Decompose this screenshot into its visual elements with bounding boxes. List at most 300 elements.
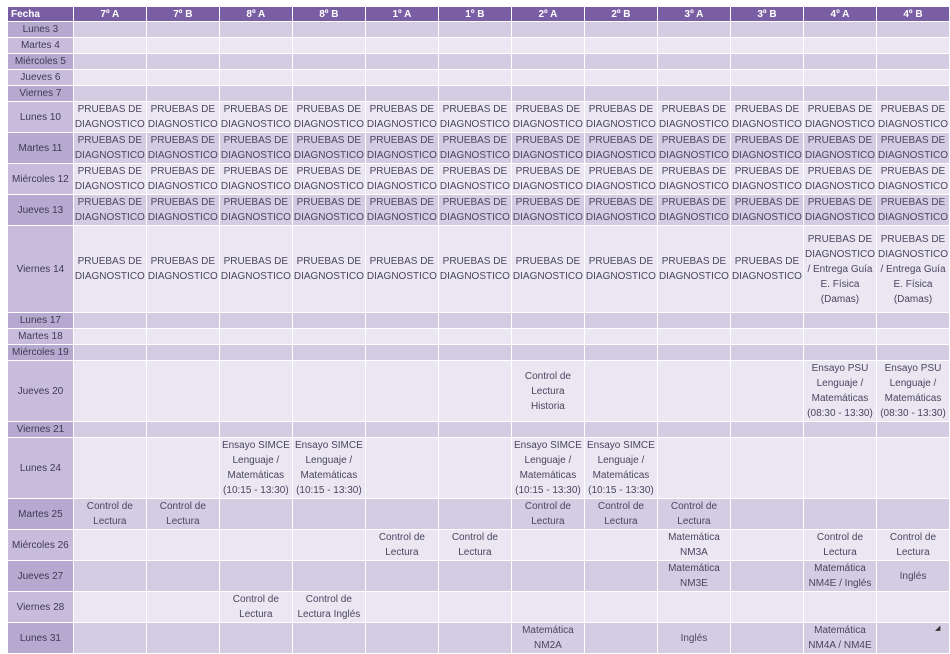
date-cell[interactable]: Jueves 6 (8, 70, 73, 85)
table-row (8, 361, 949, 421)
cell-4b[interactable] (877, 345, 949, 360)
cell-1b[interactable] (439, 38, 511, 53)
cell-2a[interactable]: Control de Lectura Historia (512, 361, 584, 421)
cell-1a[interactable] (366, 422, 438, 437)
cell-4b[interactable] (877, 38, 949, 53)
cell-1a[interactable]: PRUEBAS DE DIAGNOSTICO (366, 104, 437, 130)
cell-7b[interactable] (147, 38, 219, 53)
cell-1a[interactable] (366, 623, 438, 653)
cell-8a[interactable] (220, 38, 292, 53)
cell-8a[interactable]: Control de Lectura (220, 592, 292, 622)
cell-8b[interactable]: PRUEBAS DE DIAGNOSTICO (293, 197, 364, 223)
header-col-8b[interactable]: 8º B (293, 7, 365, 21)
cell-2a[interactable]: PRUEBAS DE DIAGNOSTICO (512, 197, 583, 223)
cell-7a[interactable] (74, 38, 146, 53)
cell-1b[interactable] (439, 86, 511, 101)
cell-1a[interactable] (366, 313, 438, 328)
cell-4a[interactable]: PRUEBAS DE DIAGNOSTICO / Entrega Guía E. Física (Damas) (804, 226, 876, 312)
cell-2b[interactable]: Ensayo SIMCE Lenguaje / Matemáticas (10:15 - 13:30) (585, 438, 657, 498)
cell-4a[interactable] (804, 86, 876, 101)
cell-2b[interactable] (585, 38, 657, 53)
cell-3b[interactable] (731, 561, 803, 591)
cell-8a[interactable]: PRUEBAS DE DIAGNOSTICO (220, 135, 291, 161)
cell-3b[interactable] (731, 623, 803, 653)
cell-4b[interactable]: PRUEBAS DE DIAGNOSTICO (877, 135, 948, 161)
cell-1a[interactable]: PRUEBAS DE DIAGNOSTICO (366, 135, 437, 161)
date-cell[interactable]: Miércoles 5 (8, 54, 73, 69)
header-col-8a[interactable]: 8º A (220, 7, 292, 21)
cell-8a[interactable]: PRUEBAS DE DIAGNOSTICO (220, 197, 291, 223)
cell-7a[interactable] (74, 422, 146, 437)
cell-8b[interactable]: Ensayo SIMCE Lenguaje / Matemáticas (10:15 - 13:30) (293, 438, 365, 498)
cell-8a[interactable] (220, 313, 292, 328)
cell-3b[interactable] (731, 530, 803, 560)
cell-8b[interactable] (293, 70, 365, 85)
cell-8b[interactable] (293, 561, 365, 591)
cell-4a[interactable] (804, 329, 876, 344)
cell-8b[interactable] (293, 313, 365, 328)
cell-7b[interactable]: PRUEBAS DE DIAGNOSTICO (147, 166, 218, 192)
cell-1a[interactable] (366, 499, 438, 529)
cell-8a[interactable]: PRUEBAS DE DIAGNOSTICO (220, 166, 291, 192)
cell-3a[interactable] (658, 345, 730, 360)
cell-7b[interactable]: PRUEBAS DE DIAGNOSTICO (147, 226, 219, 312)
cell-1a[interactable] (366, 561, 438, 591)
cell-8b[interactable] (293, 422, 365, 437)
cell-4a[interactable]: Ensayo PSU Lenguaje / Matemáticas (08:30 - 13:30) (804, 361, 876, 421)
cell-2a[interactable] (512, 530, 584, 560)
cell-2b[interactable] (585, 623, 657, 653)
cell-7b[interactable] (147, 70, 219, 85)
cell-2a[interactable] (512, 54, 584, 69)
header-col-3a[interactable]: 3º A (658, 7, 730, 21)
cell-7b[interactable]: PRUEBAS DE DIAGNOSTICO (147, 135, 218, 161)
cell-7b[interactable] (147, 329, 219, 344)
cell-1b[interactable] (439, 70, 511, 85)
cell-3b[interactable] (731, 22, 803, 37)
cell-4a[interactable] (804, 438, 876, 498)
cell-3a[interactable] (658, 361, 730, 421)
cell-3a[interactable] (658, 22, 730, 37)
cell-4b[interactable] (877, 54, 949, 69)
cell-8b[interactable] (293, 329, 365, 344)
cell-7a[interactable] (74, 22, 146, 37)
table-row (8, 70, 949, 85)
cell-3b[interactable] (731, 70, 803, 85)
cell-3b[interactable]: PRUEBAS DE DIAGNOSTICO (731, 135, 802, 161)
cell-3a[interactable]: PRUEBAS DE DIAGNOSTICO (658, 135, 729, 161)
cell-3a[interactable]: PRUEBAS DE DIAGNOSTICO (658, 104, 729, 130)
cell-4b[interactable]: Ensayo PSU Lenguaje / Matemáticas (08:30 - 13:30) (877, 361, 949, 421)
cell-1b[interactable]: Control de Lectura (439, 530, 511, 560)
table-row (8, 195, 949, 225)
cell-4b[interactable] (877, 438, 949, 498)
cell-7a[interactable] (74, 561, 146, 591)
cell-3a[interactable] (658, 313, 730, 328)
cell-1a[interactable] (366, 22, 438, 37)
cell-3b[interactable] (731, 345, 803, 360)
cell-4a[interactable]: Control de Lectura (804, 530, 876, 560)
date-cell[interactable]: Lunes 24 (8, 438, 73, 498)
cell-8a[interactable] (220, 70, 292, 85)
cell-7a[interactable] (74, 313, 146, 328)
cell-1a[interactable] (366, 70, 438, 85)
cell-3a[interactable] (658, 592, 730, 622)
cell-2b[interactable] (585, 54, 657, 69)
cell-7a[interactable] (74, 70, 146, 85)
cell-8a[interactable]: PRUEBAS DE DIAGNOSTICO (220, 104, 291, 130)
cell-2a[interactable] (512, 422, 584, 437)
date-cell[interactable]: Martes 18 (8, 329, 73, 344)
cell-7a[interactable] (74, 86, 146, 101)
cell-8a[interactable] (220, 22, 292, 37)
table-row (8, 530, 949, 560)
cell-2a[interactable] (512, 313, 584, 328)
cell-2a[interactable]: Ensayo SIMCE Lenguaje / Matemáticas (10:15 - 13:30) (512, 438, 584, 498)
cell-7b[interactable] (147, 592, 219, 622)
cell-8a[interactable] (220, 561, 292, 591)
header-col-1b[interactable]: 1º B (439, 7, 511, 21)
cell-2b[interactable] (585, 86, 657, 101)
cell-4b[interactable] (877, 22, 949, 37)
date-cell[interactable]: Viernes 28 (8, 592, 73, 622)
cell-1b[interactable] (439, 361, 511, 421)
table-row (8, 592, 949, 622)
cell-3b[interactable] (731, 54, 803, 69)
cell-3a[interactable] (658, 422, 730, 437)
cell-2a[interactable] (512, 561, 584, 591)
cell-3a[interactable] (658, 38, 730, 53)
header-col-3b[interactable]: 3º B (731, 7, 803, 21)
cell-4b[interactable]: PRUEBAS DE DIAGNOSTICO / Entrega Guía E. Física (Damas) (877, 226, 949, 312)
date-cell[interactable]: Viernes 7 (8, 86, 73, 101)
cell-1b[interactable] (439, 623, 511, 653)
cell-4a[interactable] (804, 70, 876, 85)
cell-8a[interactable] (220, 329, 292, 344)
cell-2b[interactable]: PRUEBAS DE DIAGNOSTICO (585, 226, 657, 312)
cell-1a[interactable] (366, 38, 438, 53)
table-row (8, 133, 949, 163)
table-row (8, 38, 949, 53)
cell-8b[interactable] (293, 345, 365, 360)
header-col-7a[interactable]: 7º A (74, 7, 146, 21)
cell-8a[interactable] (220, 530, 292, 560)
date-cell[interactable]: Martes 4 (8, 38, 73, 53)
cell-8b[interactable]: Control de Lectura Inglés (293, 592, 365, 622)
cell-7a[interactable]: PRUEBAS DE DIAGNOSTICO (74, 135, 145, 161)
cell-3b[interactable] (731, 38, 803, 53)
cell-7b[interactable] (147, 345, 219, 360)
cell-4b[interactable] (877, 422, 949, 437)
cell-4a[interactable] (804, 38, 876, 53)
cell-7a[interactable]: PRUEBAS DE DIAGNOSTICO (74, 197, 145, 223)
cell-3a[interactable] (658, 438, 730, 498)
cell-2a[interactable]: PRUEBAS DE DIAGNOSTICO (512, 226, 584, 312)
header-col-2a[interactable]: 2º A (512, 7, 584, 21)
cell-3a[interactable]: Inglés (658, 623, 730, 653)
cell-7b[interactable] (147, 623, 219, 653)
cell-4a[interactable] (804, 499, 876, 529)
cell-4b[interactable]: Control de Lectura (877, 530, 949, 560)
cell-2b[interactable] (585, 592, 657, 622)
cell-7b[interactable] (147, 530, 219, 560)
cell-1a[interactable] (366, 592, 438, 622)
table-row (8, 313, 949, 328)
cell-8a[interactable]: PRUEBAS DE DIAGNOSTICO (220, 226, 292, 312)
cell-8b[interactable] (293, 361, 365, 421)
cell-3a[interactable]: PRUEBAS DE DIAGNOSTICO (658, 166, 729, 192)
cell-8a[interactable] (220, 422, 292, 437)
header-col-4a[interactable]: 4º A (804, 7, 876, 21)
cell-3b[interactable]: PRUEBAS DE DIAGNOSTICO (731, 226, 803, 312)
cell-2a[interactable]: PRUEBAS DE DIAGNOSTICO (512, 135, 583, 161)
cell-3a[interactable]: Matemática NM3E (658, 561, 730, 591)
cell-2b[interactable] (585, 530, 657, 560)
cell-7b[interactable] (147, 422, 219, 437)
cell-7b[interactable] (147, 86, 219, 101)
cell-2a[interactable] (512, 592, 584, 622)
cell-1b[interactable]: PRUEBAS DE DIAGNOSTICO (439, 226, 511, 312)
cell-4b[interactable] (877, 499, 949, 529)
cell-7a[interactable] (74, 530, 146, 560)
cell-2a[interactable] (512, 345, 584, 360)
cell-4b[interactable]: PRUEBAS DE DIAGNOSTICO (877, 166, 948, 192)
cell-2b[interactable] (585, 345, 657, 360)
cell-4a[interactable]: Matemática NM4E / Inglés (804, 561, 876, 591)
cell-1a[interactable]: PRUEBAS DE DIAGNOSTICO (366, 197, 437, 223)
cell-4b[interactable] (877, 313, 949, 328)
cell-3b[interactable] (731, 329, 803, 344)
cell-4a[interactable] (804, 313, 876, 328)
cell-1b[interactable] (439, 499, 511, 529)
cell-1a[interactable]: PRUEBAS DE DIAGNOSTICO (366, 226, 438, 312)
cell-8b[interactable] (293, 530, 365, 560)
date-cell[interactable]: Lunes 17 (8, 313, 73, 328)
cell-1b[interactable] (439, 54, 511, 69)
cell-8b[interactable]: PRUEBAS DE DIAGNOSTICO (293, 135, 364, 161)
cell-3a[interactable]: Control de Lectura (658, 499, 730, 529)
cell-1b[interactable]: PRUEBAS DE DIAGNOSTICO (439, 197, 510, 223)
cell-8a[interactable]: Ensayo SIMCE Lenguaje / Matemáticas (10:15 - 13:30) (220, 438, 292, 498)
cell-2b[interactable] (585, 422, 657, 437)
cell-8b[interactable]: PRUEBAS DE DIAGNOSTICO (293, 104, 364, 130)
cell-4b[interactable] (877, 329, 949, 344)
header-row (8, 7, 949, 21)
cell-1b[interactable] (439, 313, 511, 328)
cell-7b[interactable] (147, 22, 219, 37)
date-cell[interactable]: Lunes 10 (8, 102, 73, 132)
date-cell[interactable]: Miércoles 19 (8, 345, 73, 360)
date-cell[interactable]: Miércoles 26 (8, 530, 73, 560)
cell-7a[interactable] (74, 438, 146, 498)
cell-1b[interactable]: PRUEBAS DE DIAGNOSTICO (439, 135, 510, 161)
cell-8b[interactable]: PRUEBAS DE DIAGNOSTICO (293, 166, 364, 192)
cell-2b[interactable]: PRUEBAS DE DIAGNOSTICO (585, 104, 656, 130)
cell-3b[interactable] (731, 422, 803, 437)
cell-2b[interactable] (585, 22, 657, 37)
cell-7a[interactable] (74, 345, 146, 360)
date-cell[interactable]: Viernes 21 (8, 422, 73, 437)
cell-2a[interactable] (512, 38, 584, 53)
cell-2b[interactable] (585, 313, 657, 328)
cell-7b[interactable]: Control de Lectura (147, 499, 219, 529)
cell-1b[interactable] (439, 422, 511, 437)
cell-2b[interactable]: PRUEBAS DE DIAGNOSTICO (585, 135, 656, 161)
cell-2a[interactable]: Matemática NM2A (512, 623, 584, 653)
cell-1a[interactable]: PRUEBAS DE DIAGNOSTICO (366, 166, 437, 192)
cell-3b[interactable]: PRUEBAS DE DIAGNOSTICO (731, 166, 802, 192)
cell-7a[interactable]: PRUEBAS DE DIAGNOSTICO (74, 104, 145, 130)
date-cell[interactable]: Lunes 3 (8, 22, 73, 37)
cell-8a[interactable] (220, 623, 292, 653)
cell-2a[interactable] (512, 70, 584, 85)
date-cell[interactable]: Martes 25 (8, 499, 73, 529)
cell-3b[interactable] (731, 592, 803, 622)
table-row (8, 345, 949, 360)
cell-4a[interactable]: PRUEBAS DE DIAGNOSTICO (804, 135, 875, 161)
cell-4a[interactable] (804, 54, 876, 69)
cell-4b[interactable] (877, 592, 949, 622)
cell-2a[interactable] (512, 329, 584, 344)
cell-7a[interactable] (74, 361, 146, 421)
cell-7a[interactable] (74, 623, 146, 653)
cell-8b[interactable] (293, 499, 365, 529)
date-cell[interactable]: Jueves 13 (8, 195, 73, 225)
cell-8a[interactable] (220, 54, 292, 69)
cell-3a[interactable]: PRUEBAS DE DIAGNOSTICO (658, 226, 730, 312)
cell-2b[interactable] (585, 361, 657, 421)
header-col-7b[interactable]: 7º B (147, 7, 219, 21)
cell-8b[interactable] (293, 86, 365, 101)
header-col-2b[interactable]: 2º B (585, 7, 657, 21)
cell-4a[interactable] (804, 345, 876, 360)
cell-2a[interactable]: PRUEBAS DE DIAGNOSTICO (512, 166, 583, 192)
table-body (8, 22, 949, 653)
resize-corner-icon[interactable]: ◢ (935, 624, 941, 632)
cell-1b[interactable] (439, 22, 511, 37)
cell-4b[interactable]: Inglés (877, 561, 949, 591)
cell-3b[interactable] (731, 86, 803, 101)
table-row (8, 226, 949, 312)
cell-7b[interactable] (147, 438, 219, 498)
cell-3a[interactable]: PRUEBAS DE DIAGNOSTICO (658, 197, 729, 223)
cell-8b[interactable] (293, 623, 365, 653)
cell-4b[interactable] (877, 86, 949, 101)
cell-7b[interactable]: PRUEBAS DE DIAGNOSTICO (147, 104, 218, 130)
date-cell[interactable]: Martes 11 (8, 133, 73, 163)
cell-1b[interactable] (439, 329, 511, 344)
cell-3b[interactable] (731, 438, 803, 498)
cell-7b[interactable] (147, 313, 219, 328)
cell-7b[interactable] (147, 361, 219, 421)
date-cell[interactable]: Jueves 27 (8, 561, 73, 591)
date-cell[interactable]: Miércoles 12 (8, 164, 73, 194)
cell-4a[interactable]: PRUEBAS DE DIAGNOSTICO (804, 166, 875, 192)
header-col-4b[interactable]: 4º B (877, 7, 949, 21)
cell-8a[interactable] (220, 499, 292, 529)
cell-1b[interactable]: PRUEBAS DE DIAGNOSTICO (439, 104, 510, 130)
cell-3a[interactable] (658, 329, 730, 344)
cell-8b[interactable] (293, 54, 365, 69)
cell-3a[interactable] (658, 86, 730, 101)
cell-3b[interactable] (731, 313, 803, 328)
cell-7a[interactable]: Control de Lectura (74, 499, 146, 529)
cell-4a[interactable]: PRUEBAS DE DIAGNOSTICO (804, 104, 875, 130)
cell-4b[interactable] (877, 70, 949, 85)
cell-2b[interactable] (585, 561, 657, 591)
cell-3b[interactable] (731, 499, 803, 529)
cell-1a[interactable] (366, 345, 438, 360)
cell-2a[interactable] (512, 22, 584, 37)
cell-1a[interactable] (366, 361, 438, 421)
cell-8b[interactable]: PRUEBAS DE DIAGNOSTICO (293, 226, 365, 312)
cell-2b[interactable]: PRUEBAS DE DIAGNOSTICO (585, 197, 656, 223)
cell-7b[interactable]: PRUEBAS DE DIAGNOSTICO (147, 197, 218, 223)
cell-1b[interactable] (439, 345, 511, 360)
cell-4a[interactable]: PRUEBAS DE DIAGNOSTICO (804, 197, 875, 223)
cell-8a[interactable] (220, 345, 292, 360)
cell-7a[interactable] (74, 329, 146, 344)
cell-7a[interactable]: PRUEBAS DE DIAGNOSTICO (74, 226, 146, 312)
cell-1a[interactable] (366, 54, 438, 69)
cell-7a[interactable] (74, 54, 146, 69)
cell-1a[interactable] (366, 438, 438, 498)
table-row (8, 329, 949, 344)
cell-4a[interactable] (804, 422, 876, 437)
cell-1b[interactable] (439, 592, 511, 622)
cell-4b[interactable]: PRUEBAS DE DIAGNOSTICO (877, 104, 948, 130)
cell-4a[interactable]: Matemática NM4A / NM4E (804, 623, 876, 653)
cell-3b[interactable]: PRUEBAS DE DIAGNOSTICO (731, 197, 802, 223)
cell-8a[interactable] (220, 86, 292, 101)
cell-3a[interactable] (658, 70, 730, 85)
cell-2b[interactable]: Control de Lectura (585, 499, 657, 529)
cell-2a[interactable]: PRUEBAS DE DIAGNOSTICO (512, 104, 583, 130)
cell-1a[interactable] (366, 86, 438, 101)
cell-8a[interactable] (220, 361, 292, 421)
cell-1a[interactable] (366, 329, 438, 344)
cell-3a[interactable]: Matemática NM3A (658, 530, 730, 560)
cell-2b[interactable] (585, 70, 657, 85)
table-row (8, 438, 949, 498)
cell-7a[interactable] (74, 592, 146, 622)
cell-1b[interactable] (439, 438, 511, 498)
cell-2a[interactable]: Control de Lectura (512, 499, 584, 529)
date-cell[interactable]: Jueves 20 (8, 361, 73, 421)
cell-8b[interactable] (293, 22, 365, 37)
cell-3b[interactable] (731, 361, 803, 421)
cell-1a[interactable]: Control de Lectura (366, 530, 438, 560)
header-fecha[interactable]: Fecha (8, 7, 73, 21)
cell-4a[interactable] (804, 592, 876, 622)
cell-7a[interactable]: PRUEBAS DE DIAGNOSTICO (74, 166, 145, 192)
cell-2a[interactable] (512, 86, 584, 101)
header-col-1a[interactable]: 1º A (366, 7, 438, 21)
cell-1b[interactable] (439, 561, 511, 591)
cell-8b[interactable] (293, 38, 365, 53)
cell-4a[interactable] (804, 22, 876, 37)
cell-3a[interactable] (658, 54, 730, 69)
cell-7b[interactable] (147, 54, 219, 69)
date-cell[interactable]: Viernes 14 (8, 226, 73, 312)
cell-4b[interactable]: PRUEBAS DE DIAGNOSTICO (877, 197, 948, 223)
cell-3b[interactable]: PRUEBAS DE DIAGNOSTICO (731, 104, 802, 130)
cell-2b[interactable] (585, 329, 657, 344)
cell-2b[interactable]: PRUEBAS DE DIAGNOSTICO (585, 166, 656, 192)
cell-1b[interactable]: PRUEBAS DE DIAGNOSTICO (439, 166, 510, 192)
cell-7b[interactable] (147, 561, 219, 591)
date-cell[interactable]: Lunes 31 (8, 623, 73, 653)
